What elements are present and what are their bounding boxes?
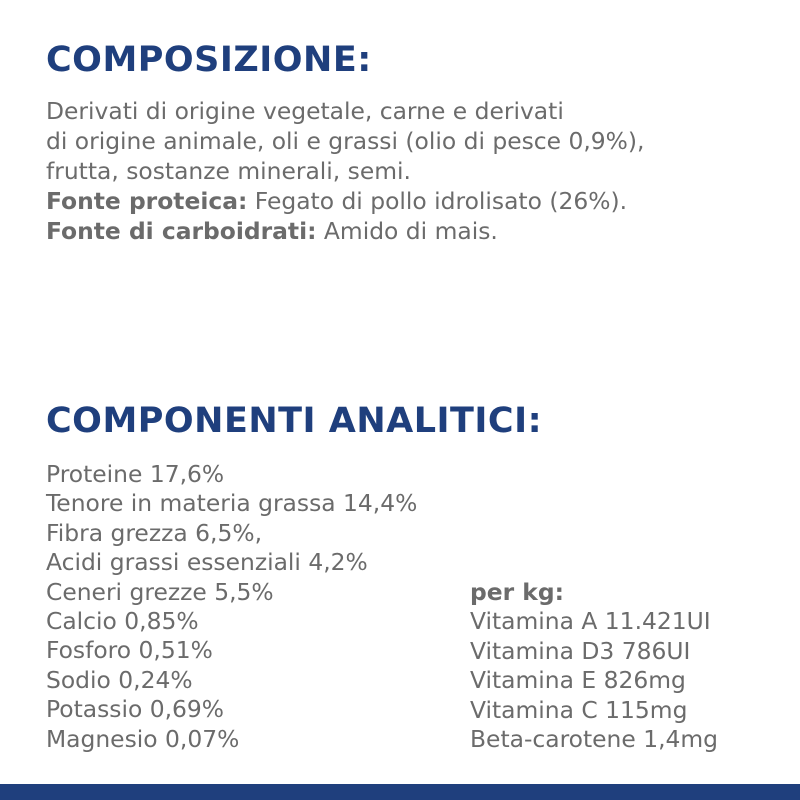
list-item: Fosforo 0,51% bbox=[46, 636, 213, 665]
composition-line: di origine animale, oli e grassi (olio di pesce 0,9%), bbox=[46, 127, 645, 155]
composition-line: Derivati di origine vegetale, carne e derivati bbox=[46, 97, 564, 125]
list-item: Potassio 0,69% bbox=[46, 695, 225, 724]
analytical-list bbox=[46, 460, 417, 754]
carb-source-value: Amido di mais. bbox=[316, 217, 498, 245]
carb-source-label: Fonte di carboidrati: bbox=[46, 217, 317, 245]
vitamins-list bbox=[470, 578, 718, 754]
per-kg-label: per kg: bbox=[470, 578, 564, 606]
composition-line: frutta, sostanze minerali, semi. bbox=[46, 157, 411, 185]
protein-source-line bbox=[46, 186, 786, 216]
list-item: Vitamina D3 786UI bbox=[470, 636, 691, 665]
list-item: Acidi grassi essenziali 4,2% bbox=[46, 548, 368, 577]
composition-heading: COMPOSIZIONE: bbox=[46, 40, 372, 80]
carb-source-line bbox=[46, 216, 786, 246]
list-item: Vitamina C 115mg bbox=[470, 695, 688, 724]
analytical-heading: COMPONENTI ANALITICI: bbox=[46, 401, 543, 441]
list-item: Proteine 17,6% bbox=[46, 460, 225, 488]
list-item: Vitamina E 826mg bbox=[470, 666, 686, 695]
composition-text bbox=[46, 96, 786, 246]
list-item: Calcio 0,85% bbox=[46, 607, 199, 636]
list-item: Magnesio 0,07% bbox=[46, 724, 240, 753]
list-item: Fibra grezza 6,5%, bbox=[46, 518, 263, 547]
list-item: Sodio 0,24% bbox=[46, 665, 193, 694]
list-item: Vitamina A 11.421UI bbox=[470, 607, 711, 636]
protein-source-label: Fonte proteica: bbox=[46, 187, 248, 215]
list-item: Tenore in materia grassa 14,4% bbox=[46, 489, 418, 518]
list-item: Beta-carotene 1,4mg bbox=[470, 725, 719, 754]
bottom-bar bbox=[0, 784, 800, 800]
protein-source-value: Fegato di pollo idrolisato (26%). bbox=[247, 187, 628, 215]
list-item: Ceneri grezze 5,5% bbox=[46, 577, 274, 606]
